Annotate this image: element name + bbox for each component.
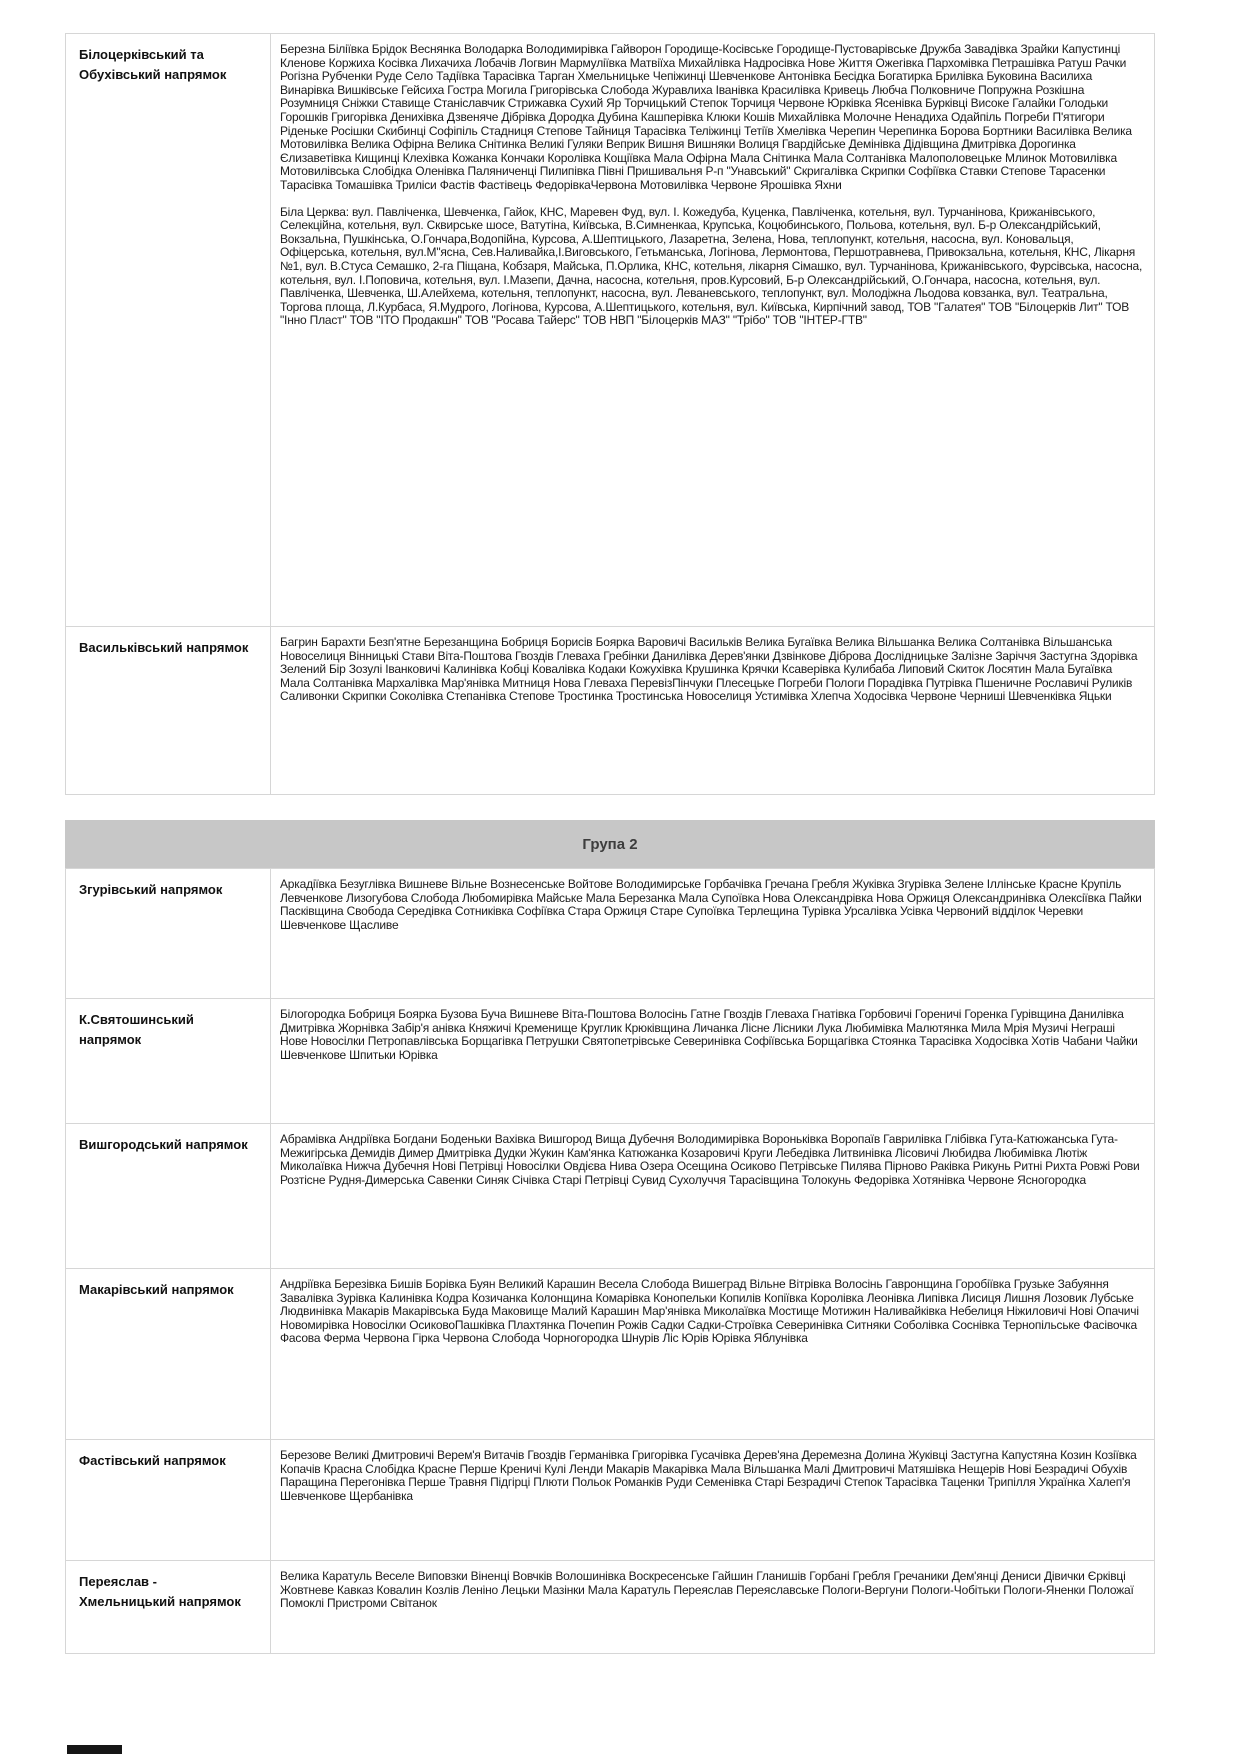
direction-label: Макарівський напрямок [66,1269,271,1439]
direction-row-zghurivskyi [66,869,1154,998]
settlements-text: Білогородка Бобриця Боярка Бузова Буча Вишневе Віта-Поштова Волосінь Гатне Гвоздів Глеваха Гнатівка Горбовичі Гореничі Горенка Гурівщина Данилівка Дмитрівка Жорнівка Забір'я анівка Княжичі Кременище Круглик Крюківщина Личанка Лісне Лісники Лука Любимівка Малютянка Мила Мрія Музичі Неграші Нове Новосілки Петропавлівська Борщагівка Петрушки Святопетрівське Северинівка Софіївська Борщагівка Стоянка Тарасівка Ходосівка Хотів Чабани Чайки Шевченкове Шпитьки Юрівка [280,1007,1138,1062]
direction-row-vasylkivskyi [66,626,1154,794]
direction-row-svyatoshynskyi [66,998,1154,1123]
settlements-cell [271,34,1154,626]
direction-row-pereyaslav [66,1560,1154,1653]
directions-document [65,33,1155,1654]
settlements-cell [271,1440,1154,1560]
direction-label: Білоцерківський та Обухівський напрямок [66,34,271,626]
direction-row-fastivskyi [66,1439,1154,1560]
settlements-cell [271,1124,1154,1268]
group2-header [65,820,1155,868]
group2-header-label: Група 2 [582,835,638,853]
settlements-text: Андріївка Березівка Бишів Борівка Буян Великий Карашин Весела Слобода Вишеград Вільне Вітрівка Волосінь Гавронщина Горобіївка Грузьке Забуяння Завалівка Зурівка Калинівка Кодра Козичанка Колонщина Комарівка Конопельки Копилів Копіївка Королівка Леонівка Липівка Лисиця Лишня Лозовик Лубське Людвинівка Макарів Макарівська Буда Маковище Малий Карашин Мар'янівка Миколаївка Мостище Мотижин Наливайківка Небелиця Ніжиловичі Нові Опачичі Новомирівка Новосілки ОсиковоПашківка Плахтянка Почепин Рожів Садки Садки-Строївка Северинівка Ситняки Соболівка Соснівка Тернопільське Фасівочка Фасова Ферма Червона Гірка Червона Слобода Чорногородка Шнурів Ліс Юрів Юрівка Яблунівка [280,1277,1139,1346]
settlements-text: Березове Великі Дмитровичі Верем'я Витачів Гвоздів Германівка Григорівка Гусачівка Дерев'яна Деремезна Долина Жуківці Застугна Капустяна Козин Козіївка Копачів Красна Слобідка Красне Перше Креничі Кулі Ленди Макарів Макарівка Мала Вільшанка Малі Дмитровичі Матяшівка Нещерів Нові Безрадичі Обухів Паращина Перегонівка Перше Травня Підгірці Плюти Польок Романків Руди Семенівка Старі Безрадичі Степок Тарасівка Таценки Трипілля Українка Халеп'я Шевченкове Щербанівка [280,1448,1137,1503]
settlements-text: Аркадіївка Безуглівка Вишневе Вільне Вознесенське Войтове Володимирське Горбачівка Гречана Гребля Жуківка Згурівка Зелене Іллінське Красне Крупіль Левченкове Лизогубова Слобода Любомирівка Майське Мала Березанка Мала Супоївка Нова Олександрівка Нова Оржиця Олександринівка Олексіївка Пайки Пасківщина Свобода Середівка Сотниківка Софіївка Стара Оржиця Старе Супоївка Терлещина Турівка Урсалівка Усівка Червоний відділок Черевки Шевченкове Щасливе [280,877,1142,932]
settlements-cell [271,1269,1154,1439]
settlements-text: Абрамівка Андріївка Богдани Боденьки Вахівка Вишгород Вища Дубечня Володимирівка Вороньківка Воропаїв Гаврилівка Глібівка Гута-Катюжанська Гута-Межигірська Демидів Димер Дмитрівка Дудки Жукин Кам'янка Катюжанка Козаровичі Круги Лебедівка Литвинівка Лісовичі Любидва Любимівка Лютіж Миколаївка Нижча Дубечня Нові Петрівці Новосілки Овдієва Нива Озера Осещина Осиково Петрівське Пилява Пірново Раківка Рикунь Ритні Рихта Ровжі Рови Розтісне Рудня-Димерська Савенки Синяк Січівка Старі Петрівці Сувид Сухолуччя Тарасівщина Толокунь Федорівка Хотянівка Червоне Ясногородка [280,1132,1140,1187]
settlements-cell [271,627,1154,794]
direction-label: Згурівський напрямок [66,869,271,998]
direction-label: Вишгородський напрямок [66,1124,271,1268]
group1-table [65,33,1155,795]
direction-label: Васильківський напрямок [66,627,271,794]
cutoff-text-fragment [67,1745,122,1754]
settlements-cell [271,869,1154,998]
settlements-cell [271,1561,1154,1653]
group2-table [65,868,1155,1654]
settlements-text: Березна Біліївка Брідок Веснянка Володарка Володимирівка Гайворон Городище-Косівське Городище-Пустоварівське Дружба Завадівка Зрайки Капустинці Кленове Коржиха Косівка Лихачиха Лобачів Логвин Мармуліївка Матвіїха Михайлівка Надросівка Нове Життя Ожегівка Пархомівка Петрашівка Ратуш Рачки Рогізна Рубченки Руде Село Тадіївка Тарасівка Тарган Хмельницьке Чепіжинці Шевченкове Антонівка Бесідка Богатирка Брилівка Буковина Василиха Винарівка Вишківське Гейсиха Гостра Могила Григорівська Слобода Журавлиха Іванівка Красилівка Кривець Любча Полковниче Попружна Розкішна Розумниця Сніжки Ставище Станіславчик Стрижавка Сухий Яр Торчицький Степок Торчиця Червоне Юрківка Ясенівка Бурківці Високе Галайки Голодьки Горошків Григорівка Денихівка Дзвеняче Дібрівка Дородка Дубина Кашперівка Клюки Кошів Михайлівка Молочне Ненадиха Одайпіль Погреби П'ятигори Ріденьке Росішки Скибинці Софіпіль Стадниця Степове Тайниця Тарасівка Теліжинці Тетіїв Хмелівка Черепин Черепинка Борова Бортники Василівка Велика Мотовилівка Велика Офірна Велика Снітинка Великі Гуляки Веприк Вишня Вишняки Волиця Гвардійське Демінівка Дідівщина Дмитрівка Дорогинка Єлизаветівка Кищинці Клехівка Кожанка Кончаки Королівка Кощіївка Мала Офірна Мала Снітинка Мала Солтанівка Малополовецьке Млинок Мотовилівка Мотовилівська Слобідка Оленівка Паляниченці Пилипівка Півні Пришивальня Р-п "Унавський" Скригалівка Скрипки Софіївка Ставки Степове Тарасенки Тарасівка Томашівка Триліси Фастів Фастівець ФедорівкаЧервона Мотовилівка Червоне Ярошівка Яхни [280,42,1132,192]
direction-row-vyshhorodskyi [66,1123,1154,1268]
direction-row-makarivskyi [66,1268,1154,1439]
settlements-text: Багрин Барахти Безп'ятне Березанщина Бобриця Борисів Боярка Варовичі Васильків Велика Бугаївка Велика Вільшанка Велика Солтанівка Вільшанська Новоселиця Вінницькі Стави Віта-Поштова Гвоздів Глеваха Гребінки Данилівка Дерев'янки Дзвінкове Діброва Дослідницьке Залізне Заріччя Застугна Здорівка Зелений Бір Зозулі Іванковичі Калинівка Кобці Ковалівка Кодаки Кожухівка Крушинка Крячки Ксаверівка Кулибаба Липовий Скиток Лосятин Мала Бугаївка Мала Солтанівка Мархалівка Мар'янівка Митниця Нова Глеваха ПеревізПінчуки Плесецьке Погреби Пологи Порадівка Путрівка Пшеничне Рославичі Руликів Саливонки Скрипки Соколівка Степанівка Степове Тростинка Тростинська Новоселиця Устимівка Хлепча Ходосівка Червоне Черниші Шевченківка Яцьки [280,635,1138,704]
direction-label: Переяслав - Хмельницький напрямок [66,1561,271,1653]
bila-tserkva-streets-text: Біла Церква: вул. Павліченка, Шевченка, Гайок, КНС, Маревен Фуд, вул. І. Кожедуба, Куценка, Павліченка, котельня, вул. Турчанінова, Крижанівського, Селекційна, котельня, вул. Сквирське шосе, Ватутіна, Київська, В.Симненкаа, Крупська, Коцюбинського, Польова, котельня, вул. Б-р Олександрійський, Вокзальна, Пушкінська, О.Гончара,Водопійна, Курсова, А.Шептицького, Лазаретна, Зелена, Нова, теплопункт, котельня, насосна, вул. Коновальця, Офіцерська, котельня, вул.М"ясна, Сев.Наливайка,І.Виговського, Гетьманська, Логінова, Лермонтова, Першотравнева, Привокзальна, котельня, КНС, Лікарня №1, вул. В.Стуса Семашко, 2-га Піщана, Кобзаря, Майська, П.Орлика, КНС, котельня, лікарня Сімашко, вул. Турчанінова, Крижанівського, Фурсівська, насосна, котельня, вул. І.Поповича, котельня, вул. І.Мазепи, Дачна, насосна, котельня, пров.Курсовий, Б-р Олександрійський, О.Гончара, насосна, котельня, вул. Павліченка, Шевченка, Ш.Алейхема, котельня, теплопункт, насосна, вул. Леваневського, теплопункт, вул. Молодіжна Льодова ковзанка, вул. Театральна, Торгова площа, Л.Курбаса, Я.Мудрого, Логінова, Курсова, А.Шептицького, котельня, вул. Київська, Кирпічний завод, ТОВ "Галатея" ТОВ "Білоцерків Лит" ТОВ "Інно Пласт" ТОВ "ІТО Продакшн" ТОВ "Росава Тайерс" ТОВ НВП "Білоцерків МАЗ" "Трібо" ТОВ "ІНТЕР-ГТВ" [280,204,1143,328]
settlements-cell [271,999,1154,1123]
direction-label: Фастівський напрямок [66,1440,271,1560]
direction-row-bilotserkivskyi [66,34,1154,626]
settlements-text: Велика Каратуль Веселе Виповзки Віненці Вовчків Волошинівка Воскресенське Гайшин Гланишів Горбані Гребля Гречаники Дем'янці Дениси Дівички Єрківці Жовтневе Кавказ Ковалин Козлів Леніно Лецьки Мазінки Мала Каратуль Переяслав Переяславське Пологи-Вергуни Пологи-Чобітьки Пологи-Яненки Положаї Помоклі Пристроми Світанок [280,1569,1134,1611]
direction-label: К.Святошинський напрямок [66,999,271,1123]
